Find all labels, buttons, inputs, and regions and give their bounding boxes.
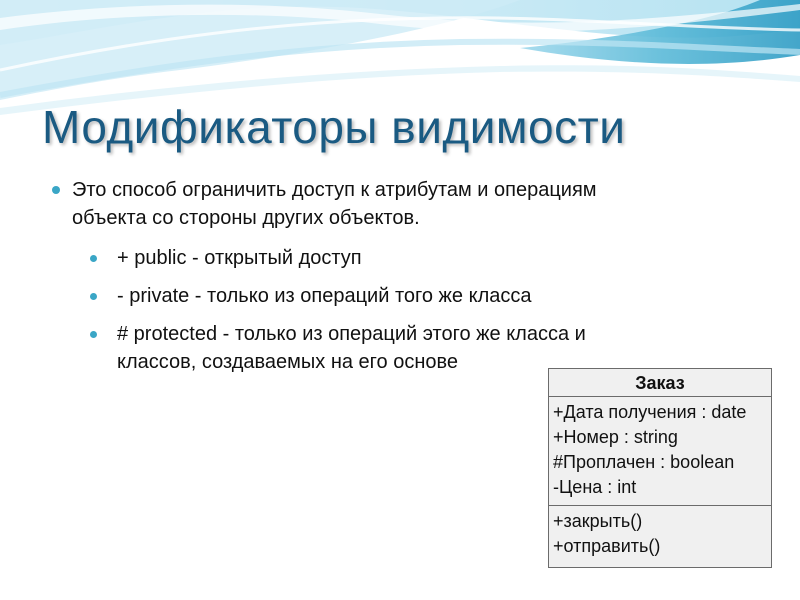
uml-attributes-section: [549, 397, 771, 506]
uml-attribute: +Номер : string: [553, 427, 678, 447]
bullet-private: [50, 282, 730, 310]
bullet-protected-line-1: # protected - только из операций этого же класса и: [117, 323, 586, 345]
bullet-main-line-1: Это способ ограничить доступ к атрибутам и операциям: [72, 179, 597, 201]
bullet-dot-icon: [90, 255, 97, 262]
bullet-private-text: - private - только из операций того же класса: [117, 285, 532, 307]
bullet-dot-icon: [52, 186, 60, 194]
bullet-dot-icon: [90, 331, 97, 338]
uml-operation: +закрыть(): [553, 511, 643, 531]
bullet-main-line-2: объекта со стороны других объектов.: [72, 207, 420, 229]
bullet-dot-icon: [90, 293, 97, 300]
slide-title: Модификаторы видимости: [42, 101, 626, 153]
bullet-public: [50, 244, 730, 272]
uml-operation: +отправить(): [553, 536, 661, 556]
bullet-protected-line-2: классов, создаваемых на его основе: [117, 351, 459, 373]
uml-class-name: Заказ: [549, 369, 771, 397]
uml-class-diagram: [548, 368, 772, 568]
uml-attribute: +Дата получения : date: [553, 402, 747, 422]
bullet-main: [50, 176, 730, 232]
bullet-public-text: + public - открытый доступ: [117, 247, 362, 269]
uml-attribute: #Проплачен : boolean: [553, 452, 735, 472]
bullet-list: [50, 176, 730, 376]
uml-attribute: -Цена : int: [553, 477, 637, 497]
uml-operations-section: [549, 506, 771, 567]
